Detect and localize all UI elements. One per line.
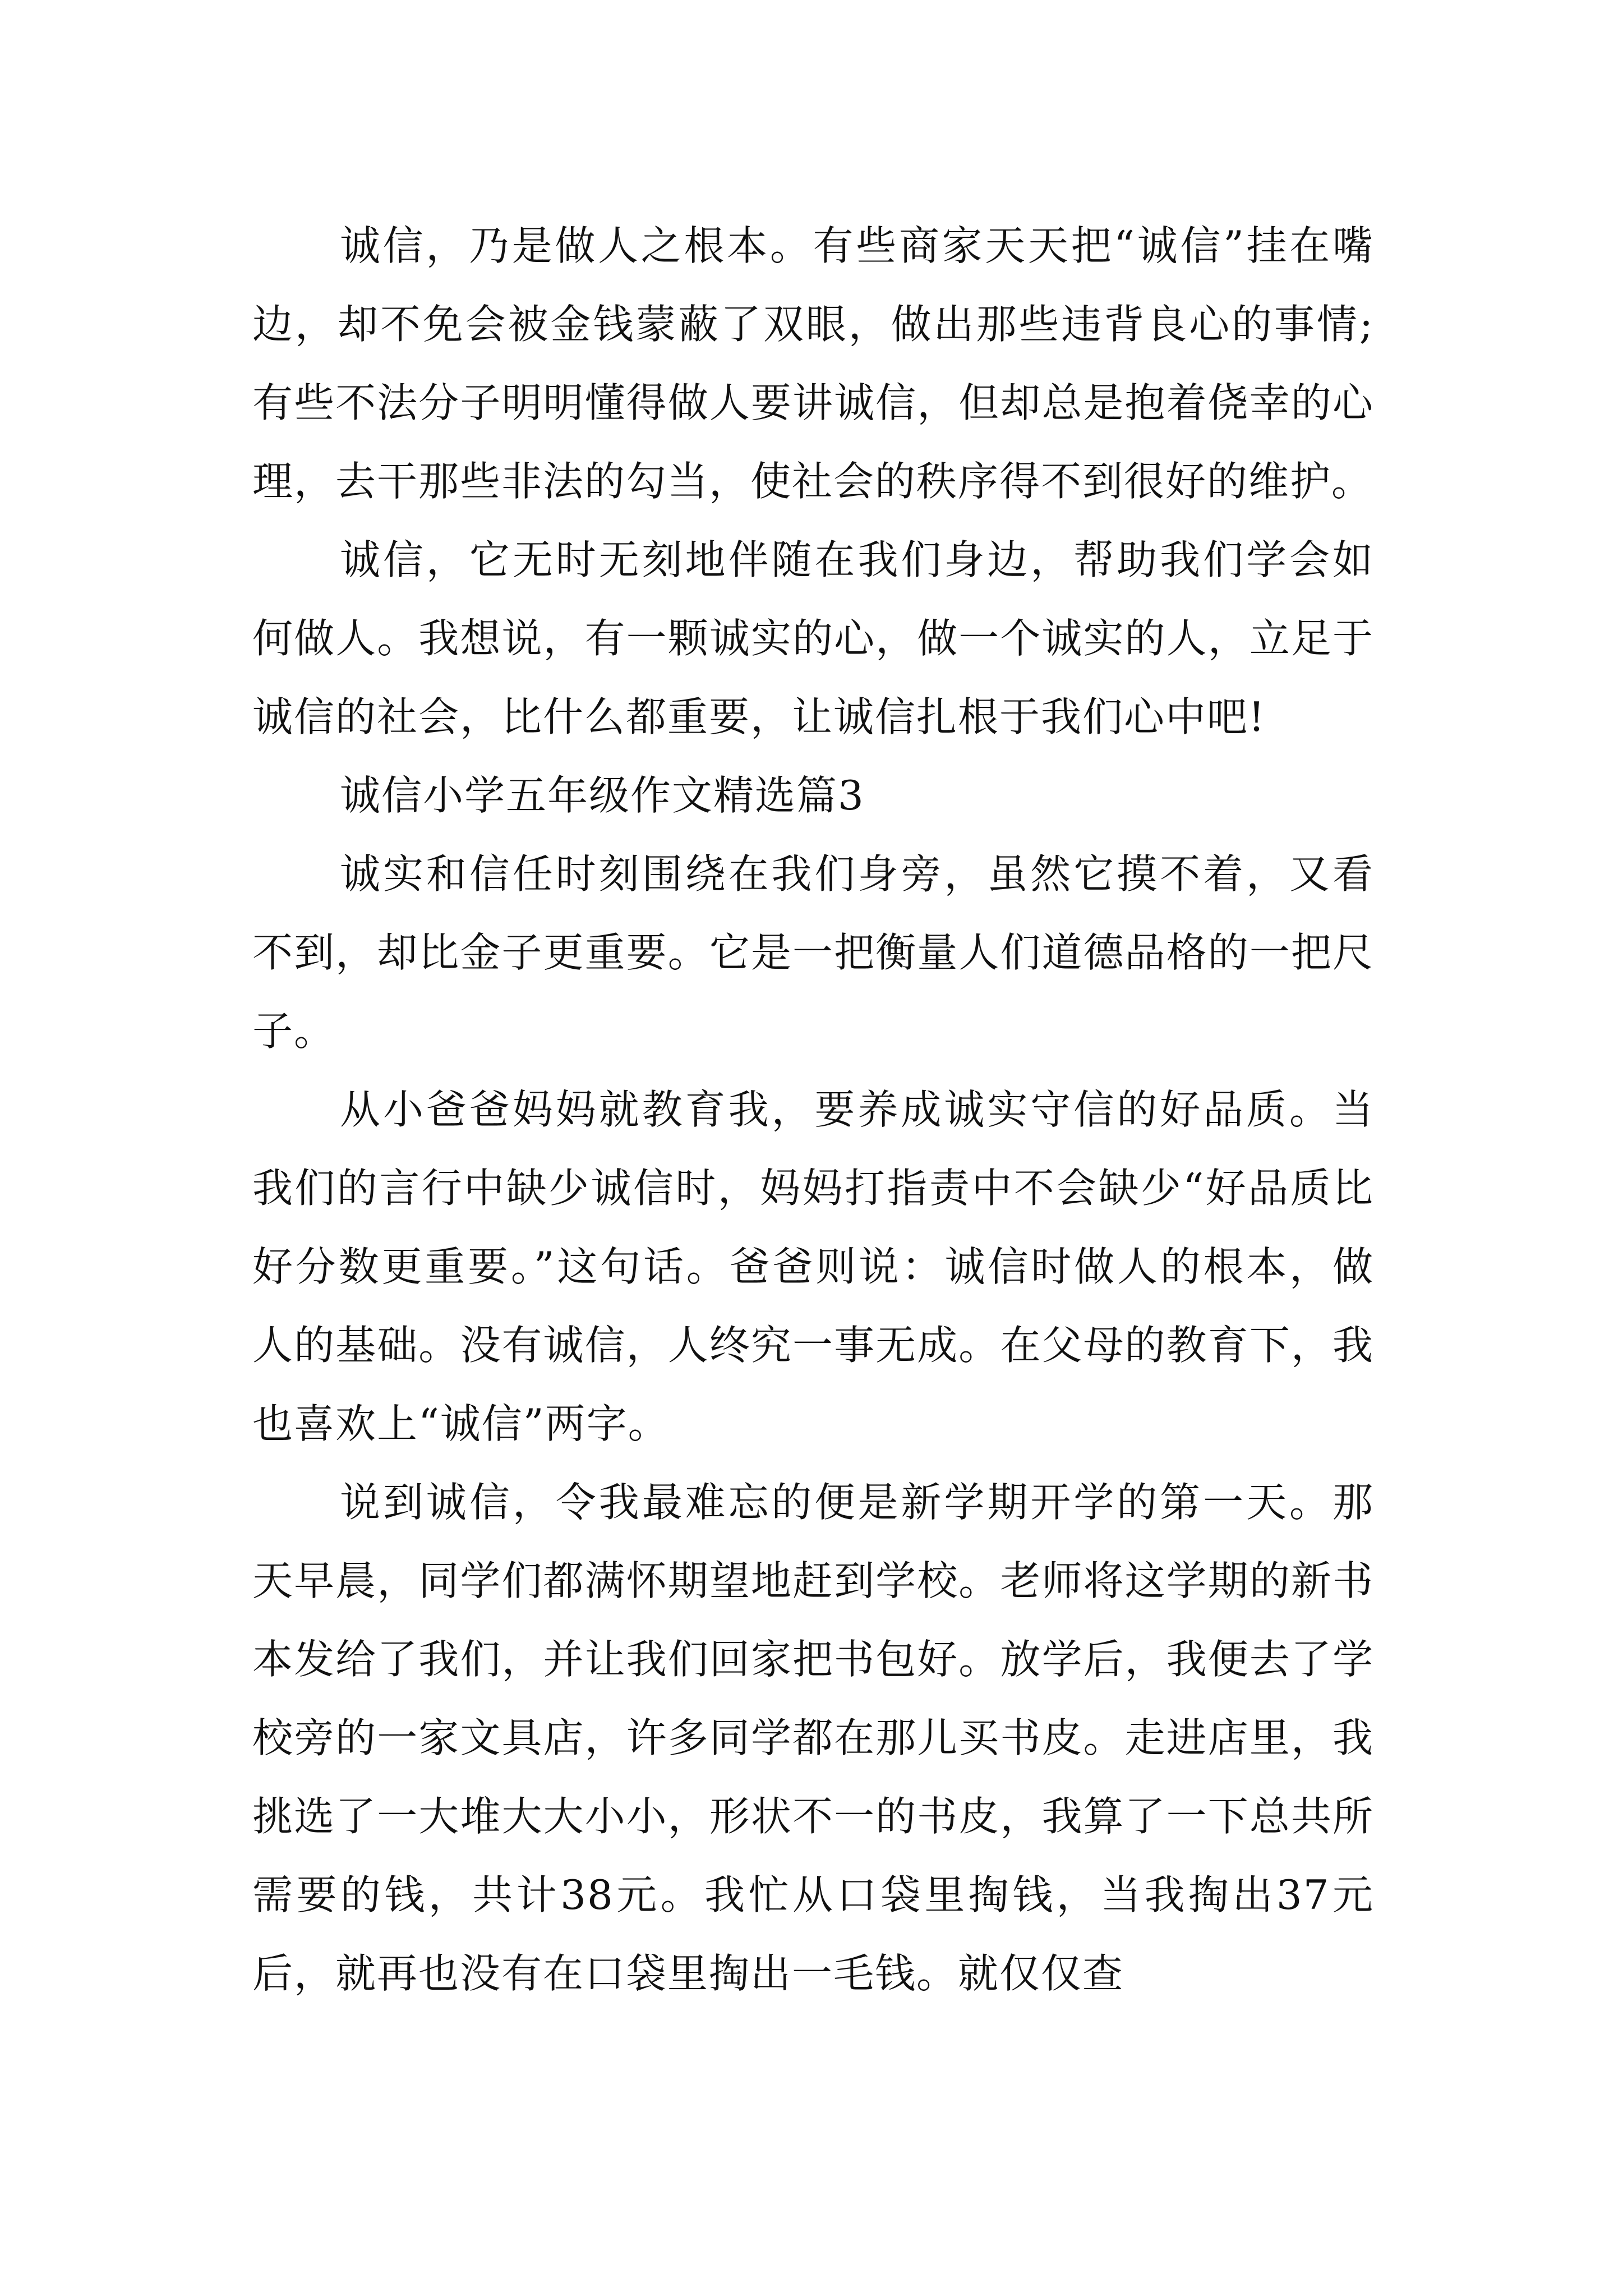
section-heading: 诚信小学五年级作文精选篇3 bbox=[340, 772, 865, 819]
paragraph-integrity-companion: 诚信，它无时无刻地伴随在我们身边，帮助我们学会如何做人。我想说，有一颗诚实的心，做一个诚实的人，立足于诚信的社会，比什么都重要，让诚信扎根于我们心中吧! bbox=[252, 536, 1374, 740]
document-body bbox=[252, 206, 1374, 2013]
paragraph-parents-education: 从小爸爸妈妈就教育我，要养成诚实守信的好品质。当我们的言行中缺少诚信时，妈妈打指责中不会缺少“好品质比好分数更重要。”这句话。爸爸则说：诚信时做人的根本，做人的基础。没有诚信，人终究一事无成。在父母的教育下，我也喜欢上“诚信”两字。 bbox=[252, 1086, 1374, 1447]
paragraph-first-day-story: 说到诚信，令我最难忘的便是新学期开学的第一天。那天早晨，同学们都满怀期望地赶到学校。老师将这学期的新书本发给了我们，并让我们回家把书包好。放学后，我便去了学校旁的一家文具店，许多同学都在那儿买书皮。走进店里，我挑选了一大堆大大小小，形状不一的书皮，我算了一下总共所需要的钱，共计38元。我忙从口袋里掏钱，当我掏出37元后，就再也没有在口袋里掏出一毛钱。就仅仅查 bbox=[252, 1479, 1374, 1997]
paragraph-integrity-foundation: 诚信，乃是做人之根本。有些商家天天把“诚信”挂在嘴边，却不免会被金钱蒙蔽了双眼，做出那些违背良心的事情;有些不法分子明明懂得做人要讲诚信，但却总是抱着侥幸的心理，去干那些非法的勾当，使社会的秩序得不到很好的维护。 bbox=[252, 222, 1374, 505]
paragraph-honesty-trust: 诚实和信任时刻围绕在我们身旁，虽然它摸不着，又看不到，却比金子更重要。它是一把衡量人们道德品格的一把尺子。 bbox=[252, 850, 1374, 1055]
